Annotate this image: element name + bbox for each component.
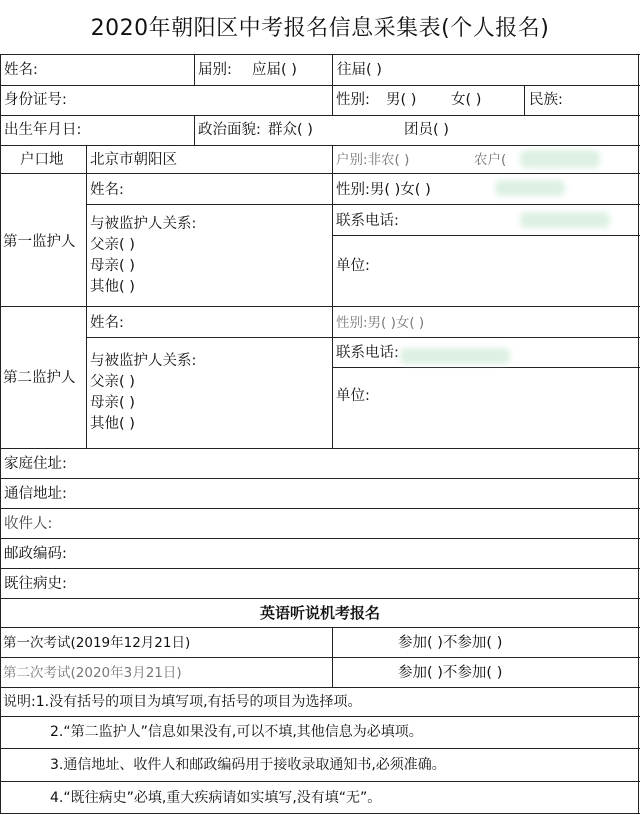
rule — [0, 508, 640, 509]
exam1-label: 第一次考试(2019年12月21日) — [3, 635, 191, 651]
guardian1-label: 第一监护人 — [3, 234, 76, 250]
note-2: 2.“第二监护人”信息如果没有,可以不填,其他信息为必填项。 — [50, 724, 423, 740]
guardian2-father-option[interactable]: 父亲( ) — [90, 374, 135, 390]
guardian2-mother-option[interactable]: 母亲( ) — [90, 395, 135, 411]
rule — [332, 54, 333, 85]
rule — [0, 54, 640, 55]
rule — [0, 568, 640, 569]
rule — [86, 204, 640, 205]
rule — [0, 627, 640, 628]
smudge — [520, 150, 600, 168]
hukou-farm-option[interactable]: 农户( — [474, 152, 507, 168]
exam2-label: 第二次考试(2020年3月21日) — [3, 665, 182, 681]
rule — [524, 85, 525, 115]
hukou-type-option[interactable]: 户别:非农( ) — [336, 152, 410, 168]
exam2-choice[interactable]: 参加( )不参加( ) — [398, 665, 503, 681]
guardian1-relation-label: 与被监护人关系: — [90, 216, 197, 232]
rule — [194, 54, 195, 85]
masses-option[interactable]: 群众( ) — [268, 122, 313, 138]
ethnicity-label: 民族: — [529, 92, 563, 108]
rule — [0, 748, 640, 749]
guardian2-relation-label: 与被监护人关系: — [90, 353, 197, 369]
name-label: 姓名: — [4, 62, 38, 78]
guardian2-name-label: 姓名: — [90, 315, 124, 331]
rule — [0, 173, 640, 174]
guardian1-mother-option[interactable]: 母亲( ) — [90, 258, 135, 274]
medical-history-label: 既往病史: — [4, 576, 67, 592]
hukou-value: 北京市朝阳区 — [90, 152, 177, 168]
rule — [0, 781, 640, 782]
rule — [332, 145, 333, 448]
female-option[interactable]: 女( ) — [451, 92, 482, 108]
smudge — [400, 348, 510, 364]
guardian2-label: 第二监护人 — [3, 370, 76, 386]
rule — [0, 145, 640, 146]
rule — [0, 657, 640, 658]
english-exam-heading: 英语听说机考报名 — [259, 604, 380, 622]
rule — [0, 85, 640, 86]
rule — [194, 115, 195, 145]
guardian2-phone-label: 联系电话: — [336, 345, 399, 361]
rule — [0, 115, 640, 116]
rule — [638, 54, 639, 814]
rule — [0, 478, 640, 479]
form-title: 2020年朝阳区中考报名信息采集表(个人报名) — [90, 16, 550, 41]
rule — [332, 367, 640, 368]
rule — [86, 145, 87, 448]
rule — [332, 235, 640, 236]
hukou-label: 户口地 — [20, 152, 64, 168]
political-status-label: 政治面貌: — [198, 122, 261, 138]
smudge — [520, 212, 610, 228]
rule — [0, 813, 640, 814]
note-3: 3.通信地址、收件人和邮政编码用于接收录取通知书,必须准确。 — [50, 757, 446, 773]
rule — [332, 627, 333, 687]
rule — [0, 716, 640, 717]
birth-date-label: 出生年月日: — [4, 122, 82, 138]
rule — [0, 54, 1, 814]
guardian1-other-option[interactable]: 其他( ) — [90, 279, 135, 295]
grade-label: 届别: — [198, 62, 232, 78]
guardian2-unit-label: 单位: — [336, 388, 370, 404]
rule — [0, 687, 640, 688]
rule — [0, 306, 640, 307]
gender-label: 性别: — [336, 92, 370, 108]
receiver-label: 收件人: — [4, 516, 53, 532]
postcode-label: 邮政编码: — [4, 546, 67, 562]
note-1: 说明:1.没有括号的项目为填写项,有括号的项目为选择项。 — [3, 694, 362, 710]
guardian1-gender[interactable]: 性别:男( )女( ) — [336, 182, 431, 198]
guardian1-father-option[interactable]: 父亲( ) — [90, 237, 135, 253]
rule — [332, 85, 333, 115]
home-address-label: 家庭住址: — [4, 456, 67, 472]
guardian1-unit-label: 单位: — [336, 258, 370, 274]
mail-address-label: 通信地址: — [4, 486, 67, 502]
id-number-label: 身份证号: — [4, 92, 67, 108]
rule — [0, 448, 640, 449]
rule — [86, 337, 640, 338]
guardian2-gender[interactable]: 性别:男( )女( ) — [336, 315, 425, 331]
guardian1-phone-label: 联系电话: — [336, 213, 399, 229]
rule — [0, 598, 640, 599]
rule — [0, 538, 640, 539]
smudge — [495, 180, 565, 196]
grade-current-option[interactable]: 应届( ) — [252, 62, 297, 78]
league-member-option[interactable]: 团员( ) — [404, 122, 449, 138]
exam1-choice[interactable]: 参加( )不参加( ) — [398, 635, 503, 651]
male-option[interactable]: 男( ) — [386, 92, 417, 108]
guardian1-name-label: 姓名: — [90, 182, 124, 198]
note-4: 4.“既往病史”必填,重大疾病请如实填写,没有填“无”。 — [50, 790, 382, 806]
guardian2-other-option[interactable]: 其他( ) — [90, 416, 135, 432]
grade-past-option[interactable]: 往届( ) — [337, 62, 382, 78]
